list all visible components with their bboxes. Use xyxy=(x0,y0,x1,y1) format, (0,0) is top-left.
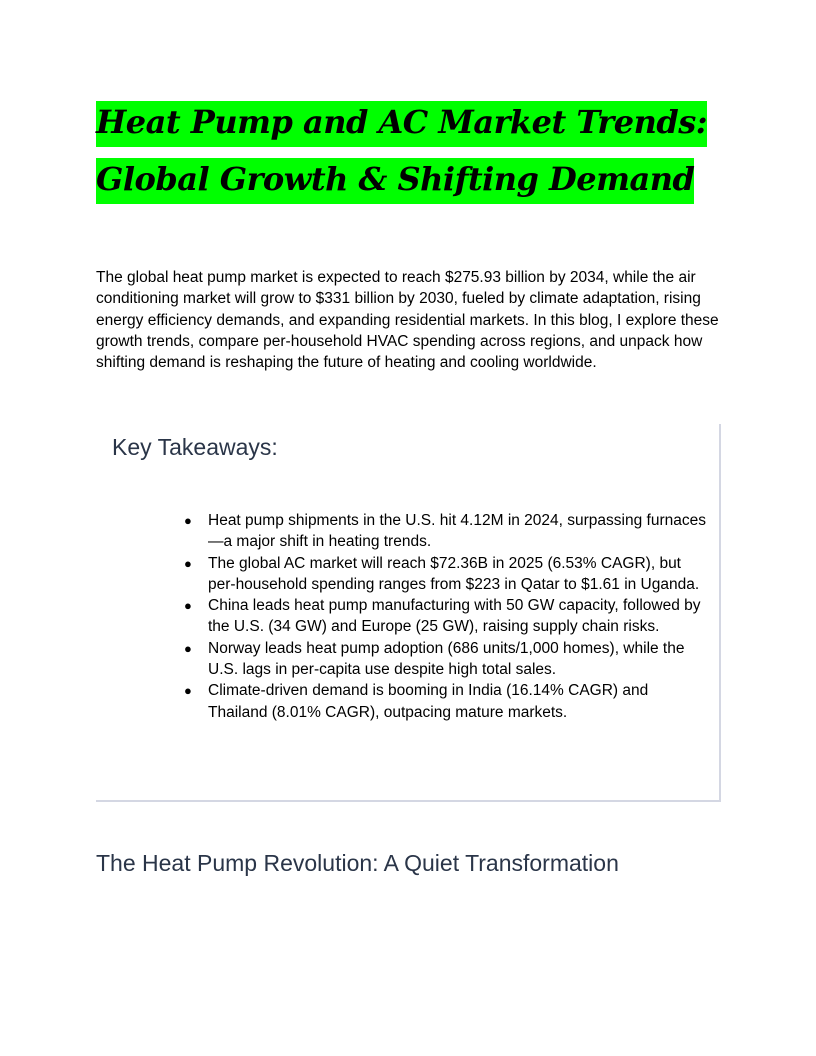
list-item-text: The global AC market will reach $72.36B in 2025 (6.53% CAGR), but per-household spending ranges from $223 in Qatar to $1.61 in Uganda. xyxy=(208,554,700,593)
list-item xyxy=(184,553,708,596)
list-item xyxy=(184,638,708,681)
key-takeaways-box xyxy=(96,424,721,802)
list-item-text: Heat pump shipments in the U.S. hit 4.12M in 2024, surpassing furnaces—a major shift in heating trends. xyxy=(208,512,706,551)
bullet-icon: ● xyxy=(184,683,192,699)
title-line-2: Global Growth & Shifting Demand xyxy=(96,158,694,204)
bullet-icon: ● xyxy=(184,640,192,656)
list-item xyxy=(184,510,708,553)
intro-paragraph: The global heat pump market is expected to reach $275.93 billion by 2034, while the air conditioning market will grow to $331 billion by 2030, fueled by climate adaptation, rising energy efficiency demands, and expanding residential markets. In this blog, I explore these growth trends, compare per-household HVAC spending across regions, and unpack how shifting demand is reshaping the future of heating and cooling worldwide. xyxy=(96,269,719,372)
list-item xyxy=(184,595,708,638)
page-title xyxy=(96,94,736,208)
bullet-icon: ● xyxy=(184,598,192,614)
list-item xyxy=(184,680,708,723)
section-heading: The Heat Pump Revolution: A Quiet Transformation xyxy=(96,850,619,876)
list-item-text: Norway leads heat pump adoption (686 units/1,000 homes), while the U.S. lags in per-capita use despite high total sales. xyxy=(208,639,685,679)
key-takeaways-heading: Key Takeaways: xyxy=(112,434,278,460)
bullet-icon: ● xyxy=(184,555,192,571)
key-takeaways-list xyxy=(184,510,708,723)
title-line-1: Heat Pump and AC Market Trends: xyxy=(96,101,707,147)
list-item-text: Climate-driven demand is booming in India (16.14% CAGR) and Thailand (8.01% CAGR), outpacing mature markets. xyxy=(208,682,649,721)
list-item-text: China leads heat pump manufacturing with 50 GW capacity, followed by the U.S. (34 GW) and Europe (25 GW), raising supply chain risks. xyxy=(208,597,701,636)
bullet-icon: ● xyxy=(184,513,192,528)
